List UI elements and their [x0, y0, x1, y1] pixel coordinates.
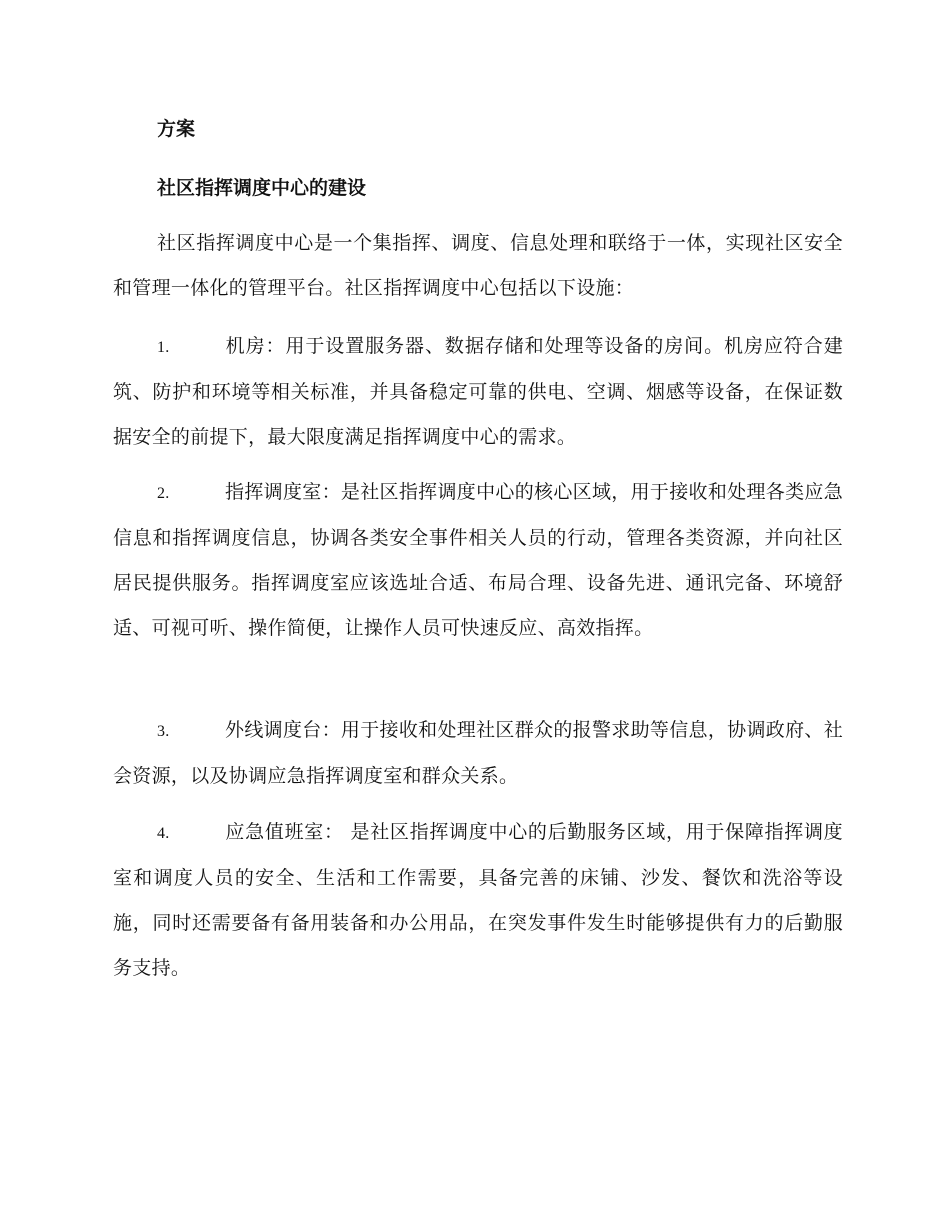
list-item-text: 应急值班室： 是社区指挥调度中心的后勤服务区域，用于保障指挥调度室和调度人员的安全、生活和工作需要，具备完善的床铺、沙发、餐饮和洗浴等设施，同时还需要备有备用装备和办公用品，在突发事件发生时能够提供有力的后勤服务支持。	[113, 821, 843, 979]
section-heading: 社区指挥调度中心的建设	[157, 177, 367, 199]
list-item-text: 外线调度台：用于接收和处理社区群众的报警求助等信息，协调政府、社会资源，以及协调应急指挥调度室和群众关系。	[113, 719, 843, 787]
intro-paragraph: 社区指挥调度中心是一个集指挥、调度、信息处理和联络于一体，实现社区安全和管理一体化的管理平台。社区指挥调度中心包括以下设施：	[113, 232, 843, 299]
list-item-text: 机房：用于设置服务器、数据存储和处理等设备的房间。机房应符合建筑、防护和环境等相关标准，并具备稳定可靠的供电、空调、烟感等设备，在保证数据安全的前提下，最大限度满足指挥调度中心的需求。	[113, 335, 843, 448]
list-item	[113, 324, 843, 460]
list-item	[113, 470, 843, 651]
document-title: 方案	[157, 118, 196, 140]
list-item-number: 4.	[157, 825, 170, 842]
list-item-number: 1.	[157, 339, 170, 356]
list-item	[113, 810, 843, 991]
list-item-number: 3.	[157, 723, 170, 740]
list-item-number: 2.	[157, 485, 170, 502]
list-item-text: 指挥调度室：是社区指挥调度中心的核心区域，用于接收和处理各类应急信息和指挥调度信息，协调各类安全事件相关人员的行动，管理各类资源，并向社区居民提供服务。指挥调度室应该选址合适、布局合理、设备先进、通讯完备、环境舒适、可视可听、操作简便，让操作人员可快速反应、高效指挥。	[113, 481, 843, 639]
list-item	[113, 708, 843, 799]
